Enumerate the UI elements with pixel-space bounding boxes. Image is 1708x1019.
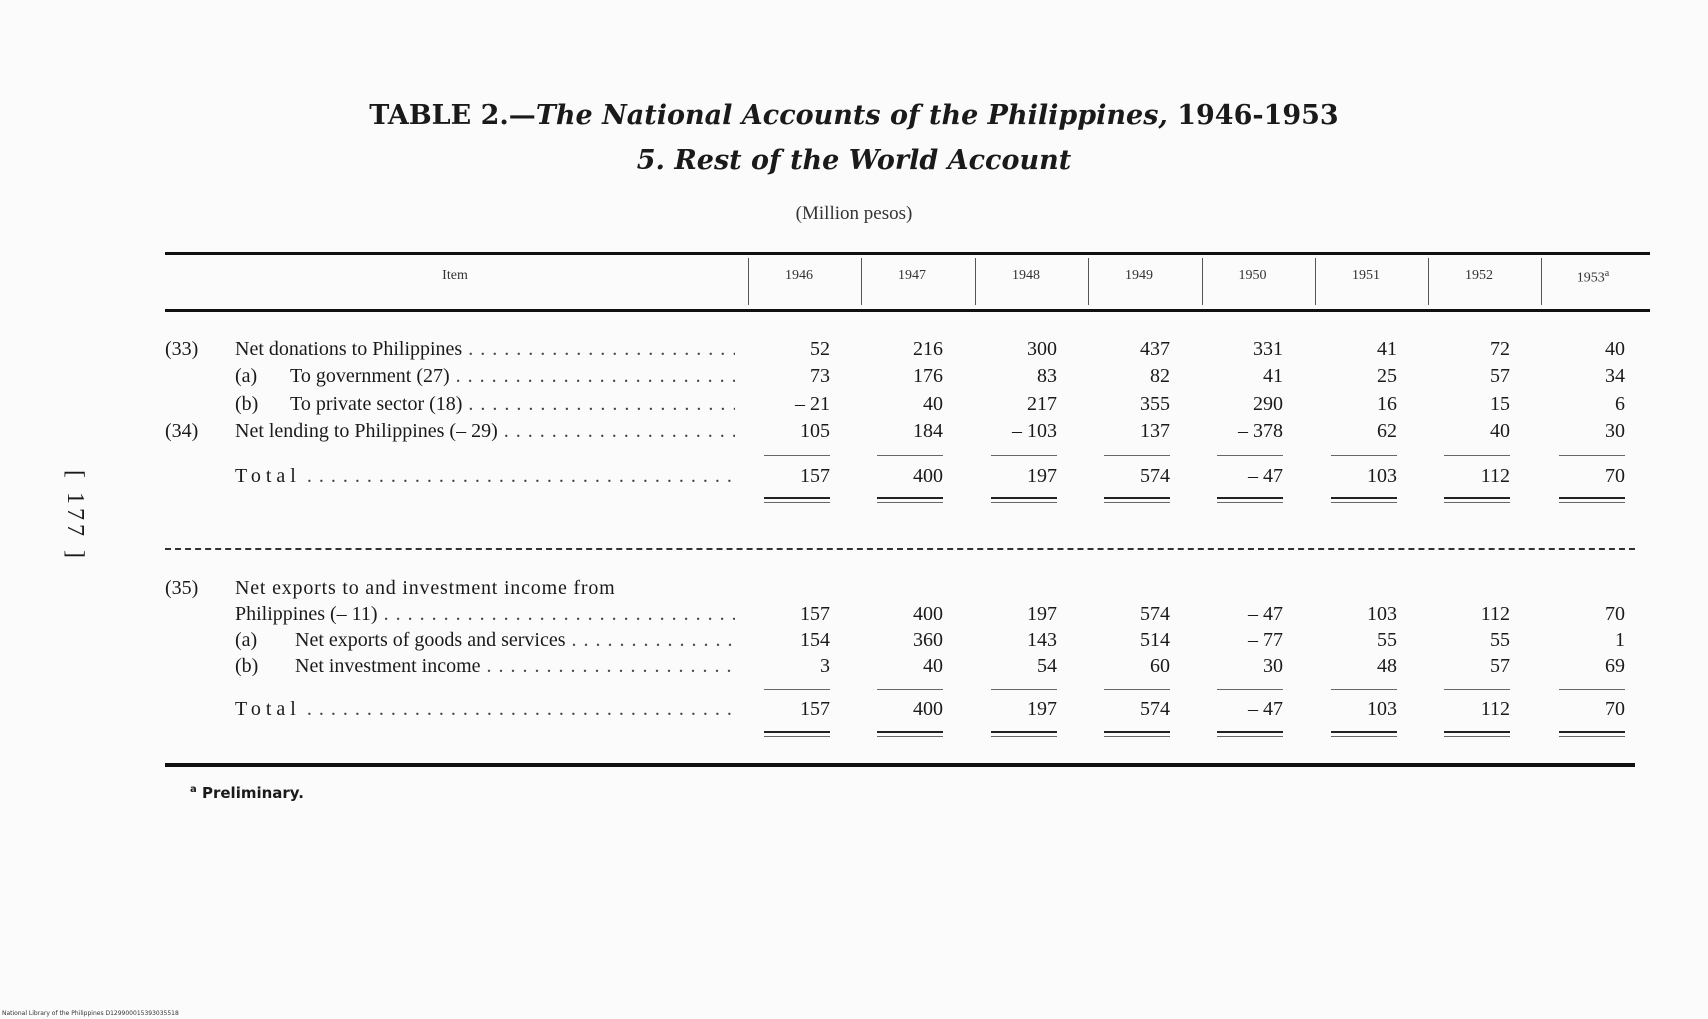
subtotal-rule [991,689,1057,690]
value-cell: 197 [1027,698,1057,720]
row-mark: (a) [235,629,258,651]
row-33b [0,393,1708,421]
total-double-rule [1217,497,1283,503]
value-cell: 40 [923,655,943,677]
value-cell: 30 [1605,420,1625,442]
value-cell: 112 [1480,465,1510,487]
footnote-mark: a [190,784,197,795]
value-cell: 355 [1140,393,1170,415]
total-double-rule [1331,497,1397,503]
value-cell: – 77 [1248,629,1283,651]
value-cell: 70 [1605,698,1625,720]
subtotal-rule [764,689,830,690]
value-cell: 25 [1377,365,1397,387]
row-33 [0,338,1708,366]
total-double-rule [877,731,943,737]
value-cell: 184 [913,420,943,442]
row-total-2 [0,698,1708,726]
row-mark: (a) [235,365,258,387]
value-cell: 40 [923,393,943,415]
value-cell: 48 [1377,655,1397,677]
column-header-year [861,268,963,284]
subtotal-rule [1444,455,1510,456]
value-cell: 103 [1367,698,1397,720]
row-label: Net lending to Philippines (– 29) . . . [235,420,735,443]
value-cell: 574 [1140,465,1170,487]
value-cell: 57 [1490,365,1510,387]
value-cell: – 378 [1238,420,1283,442]
value-cell: 34 [1605,365,1625,387]
year-label: 1947 [898,268,926,283]
subtotal-rule [1104,689,1170,690]
total-label: Total . . . [235,698,735,721]
top-rule [165,252,1650,255]
value-cell: – 103 [1012,420,1057,442]
value-cell: 3 [820,655,830,677]
value-cell: 143 [1027,629,1057,651]
subtotal-rule [1104,455,1170,456]
value-cell: 112 [1480,603,1510,625]
subtotal-rule [1217,455,1283,456]
footnote-text: Preliminary. [201,784,304,802]
subtotal-rule [1559,689,1625,690]
subtotal-rule [877,455,943,456]
subtotal-rule [764,455,830,456]
value-cell: 400 [913,603,943,625]
value-cell: 40 [1490,420,1510,442]
row-34 [0,420,1708,448]
value-cell: 437 [1140,338,1170,360]
value-cell: 30 [1263,655,1283,677]
value-cell: 72 [1490,338,1510,360]
year-label: 1949 [1125,268,1153,283]
row-label: Net investment income . . . [295,655,735,678]
subtotal-rule [1444,689,1510,690]
value-cell: 400 [913,465,943,487]
subtotal-rule [991,455,1057,456]
footnote-ref: a [1604,268,1610,279]
value-cell: 54 [1037,655,1057,677]
value-cell: 157 [800,603,830,625]
page-number: [ 177 ] [62,470,88,562]
value-cell: 57 [1490,655,1510,677]
row-code: (33) [165,338,199,360]
total-label: Total . . . [235,465,735,488]
year-label: 1952 [1465,268,1493,283]
row-33a [0,365,1708,393]
value-cell: 290 [1253,393,1283,415]
total-double-rule [1444,731,1510,737]
section-divider [165,548,1635,550]
value-cell: 40 [1605,338,1625,360]
value-cell: 103 [1367,603,1397,625]
row-total-1 [0,465,1708,493]
footnote [190,784,304,802]
column-header-year [1541,268,1645,287]
row-35b [0,655,1708,683]
year-label: 1951 [1352,268,1380,283]
value-cell: 112 [1480,698,1510,720]
subtotal-rule [877,689,943,690]
library-stamp: National Library of the Philippines D129900015393035518 [2,1010,179,1017]
value-cell: 574 [1140,698,1170,720]
subtotal-rule [1217,689,1283,690]
total-double-rule [1559,497,1625,503]
year-label: 1950 [1238,268,1267,283]
value-cell: 105 [800,420,830,442]
row-label-line1: Net exports to and investment income from [235,577,616,599]
value-cell: 300 [1027,338,1057,360]
column-header-year [748,268,850,284]
column-header-year [1315,268,1417,284]
value-cell: 60 [1150,655,1170,677]
value-cell: 514 [1140,629,1170,651]
value-cell: 70 [1605,603,1625,625]
value-cell: 216 [913,338,943,360]
value-cell: 154 [800,629,830,651]
row-label: Net donations to Philippines . . . [235,338,735,361]
value-cell: – 47 [1248,603,1283,625]
value-cell: 41 [1377,338,1397,360]
value-cell: 197 [1027,603,1057,625]
units-note: (Million pesos) [795,203,913,224]
value-cell: 6 [1615,393,1625,415]
column-header-year [975,268,1077,284]
value-cell: 157 [800,698,830,720]
column-header-item: Item [442,268,468,283]
total-double-rule [991,731,1057,737]
value-cell: 41 [1263,365,1283,387]
row-mark: (b) [235,393,259,415]
value-cell: 157 [800,465,830,487]
total-double-rule [1331,731,1397,737]
row-label: To government (27) . . . [290,365,735,388]
table-bottom-rule [165,763,1635,767]
value-cell: 197 [1027,465,1057,487]
total-double-rule [1104,497,1170,503]
row-label: To private sector (18) . . . [290,393,735,416]
value-cell: 82 [1150,365,1170,387]
row-label: Net exports of goods and services . . . [295,629,735,652]
total-double-rule [991,497,1057,503]
column-header-year [1088,268,1190,284]
title-main: The National Accounts of the Philippines, [535,100,1168,131]
column-header-year [1202,268,1303,284]
total-double-rule [1104,731,1170,737]
value-cell: 70 [1605,465,1625,487]
row-code: (34) [165,420,199,442]
value-cell: 217 [1027,393,1057,415]
row-35-cont [0,603,1708,631]
year-label: 1948 [1012,268,1040,283]
total-double-rule [877,497,943,503]
row-mark: (b) [235,655,259,677]
value-cell: – 21 [795,393,830,415]
year-label: 1953 [1576,270,1605,286]
value-cell: 73 [810,365,830,387]
title-prefix: TABLE 2.— [369,100,536,131]
value-cell: 137 [1140,420,1170,442]
total-double-rule [764,731,830,737]
value-cell: 55 [1377,629,1397,651]
value-cell: 400 [913,698,943,720]
value-cell: 15 [1490,393,1510,415]
total-double-rule [764,497,830,503]
value-cell: 69 [1605,655,1625,677]
header-bottom-rule [165,309,1650,312]
total-double-rule [1217,731,1283,737]
row-35 [0,577,1708,605]
total-double-rule [1559,731,1625,737]
row-35a [0,629,1708,657]
value-cell: – 47 [1248,465,1283,487]
value-cell: 574 [1140,603,1170,625]
value-cell: 62 [1377,420,1397,442]
row-label-line2: Philippines (– 11) . . . [235,603,735,626]
total-double-rule [1444,497,1510,503]
subtotal-rule [1331,455,1397,456]
value-cell: 83 [1037,365,1057,387]
table-title [0,100,1708,131]
subtotal-rule [1559,455,1625,456]
value-cell: 1 [1615,629,1625,651]
year-label: 1946 [785,268,813,283]
value-cell: 360 [913,629,943,651]
value-cell: – 47 [1248,698,1283,720]
value-cell: 176 [913,365,943,387]
value-cell: 52 [810,338,830,360]
column-header-year [1428,268,1530,284]
value-cell: 103 [1367,465,1397,487]
value-cell: 55 [1490,629,1510,651]
subtotal-rule [1331,689,1397,690]
title-years: 1946-1953 [1167,100,1339,131]
value-cell: 331 [1253,338,1283,360]
row-code: (35) [165,577,199,599]
table-subtitle: 5. Rest of the World Account [636,145,1072,176]
value-cell: 16 [1377,393,1397,415]
